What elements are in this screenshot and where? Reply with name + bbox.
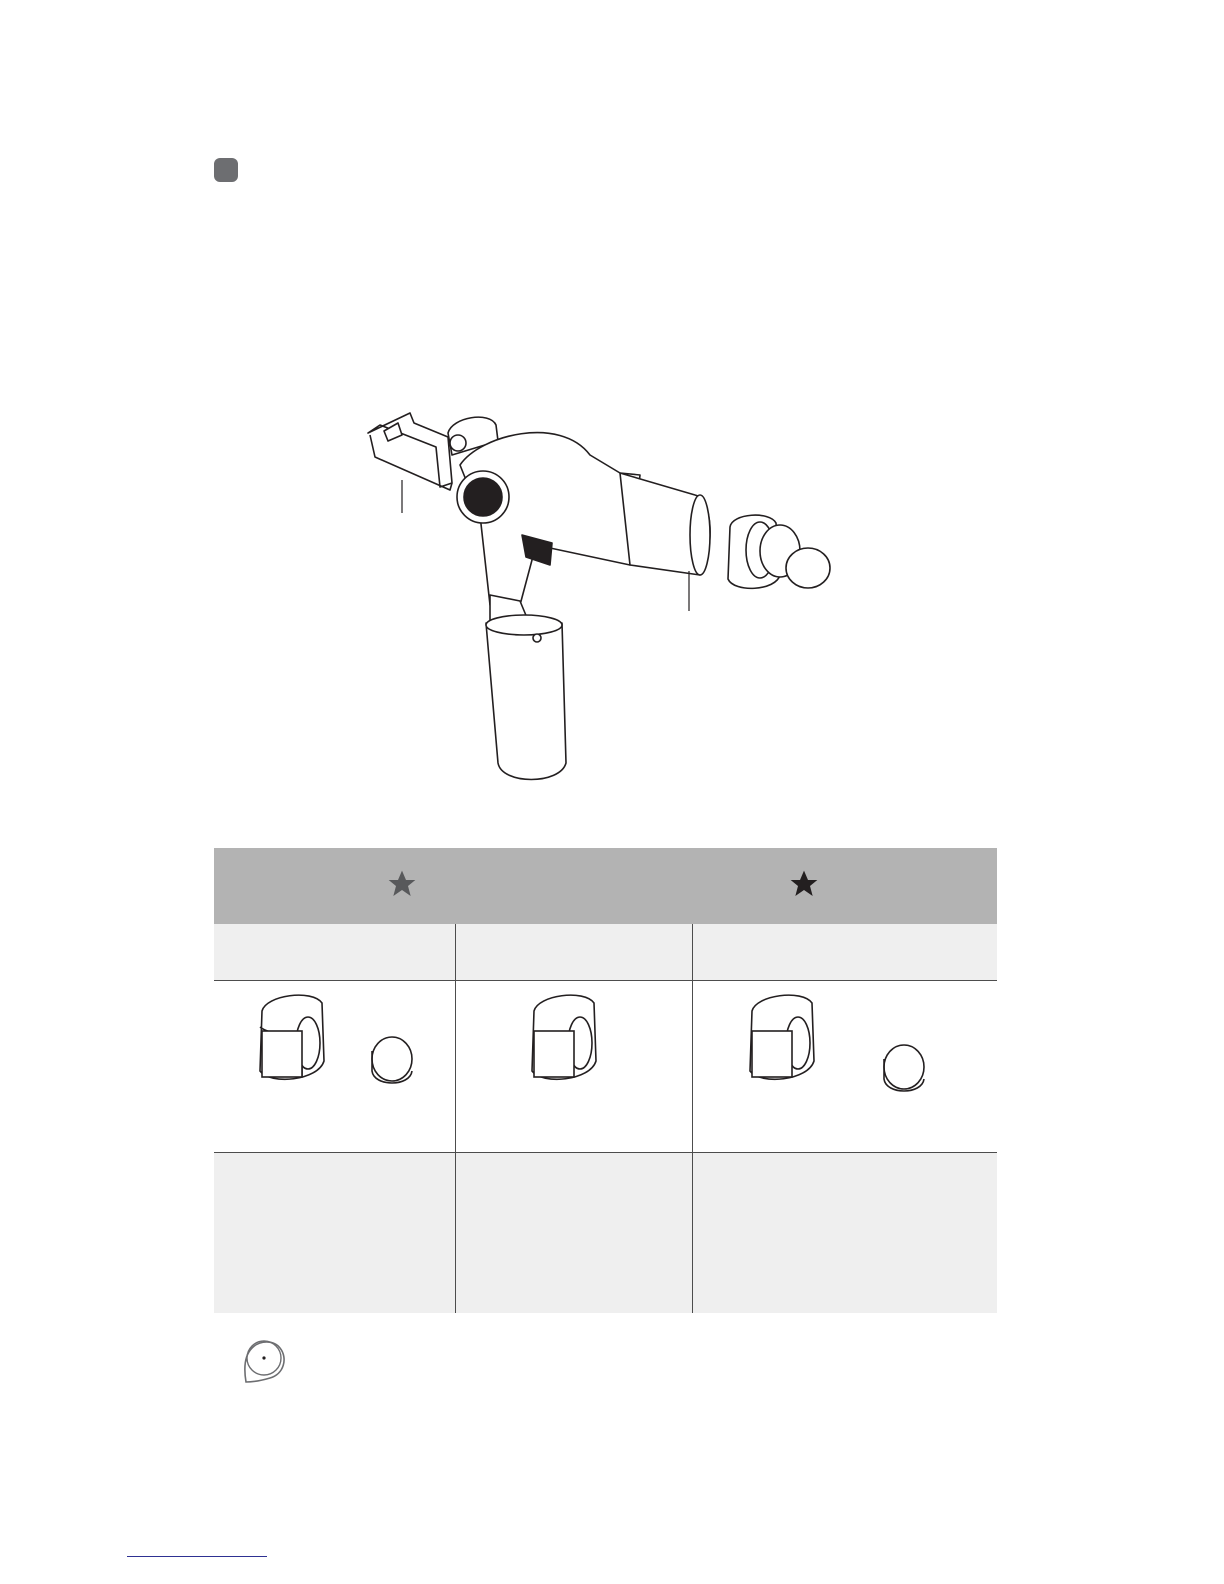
table-row [214, 924, 997, 981]
table-row [214, 1153, 997, 1313]
table-row [214, 981, 997, 1153]
table-header [214, 848, 997, 924]
note-pin-icon [240, 1336, 288, 1386]
section-square-icon [214, 158, 238, 182]
counterweight-set-1 [214, 981, 455, 1152]
star-icon [788, 868, 820, 900]
gimbal-illustration [340, 395, 840, 795]
column-divider [692, 924, 693, 1313]
star-icon [386, 868, 418, 900]
counterweight-table [214, 848, 997, 1313]
column-divider [455, 924, 456, 1313]
counterweight-set-2 [456, 981, 693, 1152]
counterweight-set-3 [694, 981, 997, 1152]
footer-link[interactable] [127, 1556, 267, 1557]
